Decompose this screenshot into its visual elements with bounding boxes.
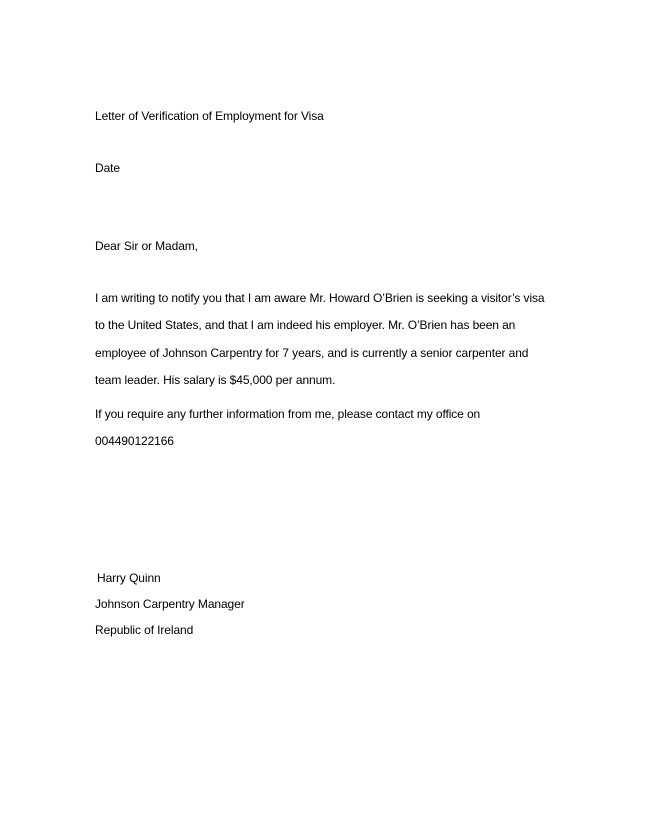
signature-location: Republic of Ireland [95,623,194,637]
salutation: Dear Sir or Madam, [95,239,198,253]
letter-title: Letter of Verification of Employment for Visa [95,109,324,123]
body-line: I am writing to notify you that I am aware Mr. Howard O’Brien is seeking a visitor’s visa [95,291,545,305]
signature-name: Harry Quinn [97,571,161,585]
body-line: employee of Johnson Carpentry for 7 years, and is currently a senior carpenter and [95,346,529,360]
signature-position: Johnson Carpentry Manager [95,597,245,611]
date-label: Date [95,161,120,175]
body-line: to the United States, and that I am indeed his employer. Mr. O’Brien has been an [95,318,516,332]
contact-line: If you require any further information from me, please contact my office on [95,407,481,421]
body-line: team leader. His salary is $45,000 per annum. [95,373,336,387]
contact-phone: 004490122166 [95,434,174,448]
